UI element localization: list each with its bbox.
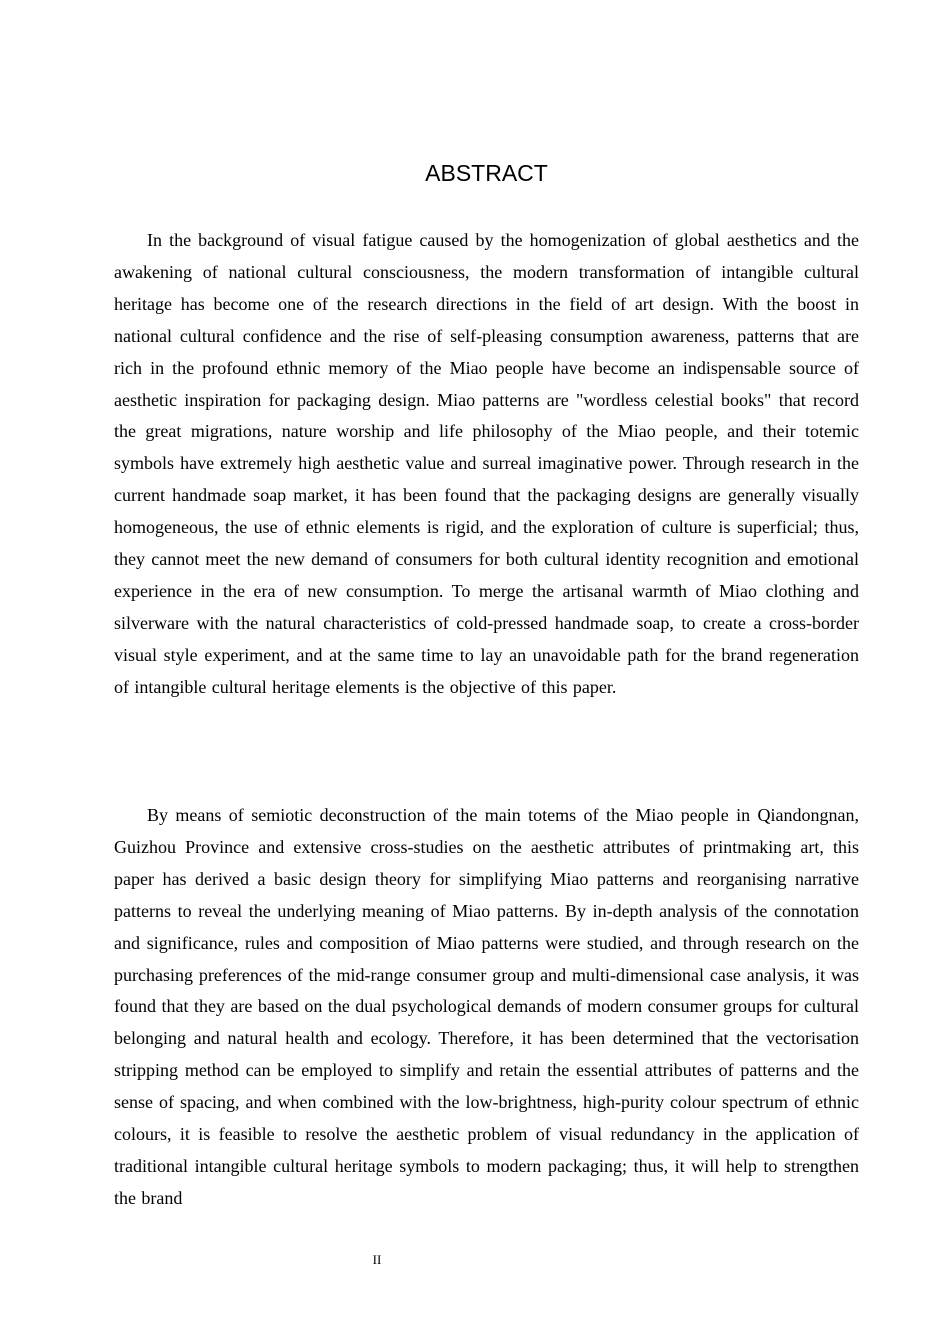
abstract-paragraph-2	[114, 800, 859, 1215]
paragraph-text: By means of semiotic deconstruction of the main totems of the Miao people in Qiandongnan, Guizhou Province and extensive cross-studies on the aesthetic attributes of printmaking art, this paper has derived a basic design theory for simplifying Miao patterns and reorganising narrative patterns to reveal the underlying meaning of Miao patterns. By in-depth analysis of the connotation and significance, rules and composition of Miao patterns were studied, and through research on the purchasing preferences of the mid-range consumer group and multi-dimensional case analysis, it was found that they are based on the dual psychological demands of modern consumer groups for cultural belonging and natural health and ecology. Therefore, it has been determined that the vectorisation stripping method can be employed to simplify and retain the essential attributes of patterns and the sense of spacing, and when combined with the low-brightness, high-purity colour spectrum of ethnic colours, it is feasible to resolve the aesthetic problem of visual redundancy in the application of traditional intangible cultural heritage symbols to modern packaging; thus, it will help to strengthen the brand	[114, 805, 859, 1208]
paragraph-text: In the background of visual fatigue caused by the homogenization of global aesthetics and the awakening of national cultural consciousness, the modern transformation of intangible cultural heritage has become one of the research directions in the field of art design. With the boost in national cultural confidence and the rise of self-pleasing consumption awareness, patterns that are rich in the profound ethnic memory of the Miao people have become an indispensable source of aesthetic inspiration for packaging design. Miao patterns are "wordless celestial books" that record the great migrations, nature worship and life philosophy of the Miao people, and their totemic symbols have extremely high aesthetic value and surreal imaginative power. Through research in the current handmade soap market, it has been found that the packaging designs are generally visually homogeneous, the use of ethnic elements is rigid, and the exploration of culture is superficial; thus, they cannot meet the new demand of consumers for both cultural identity recognition and emotional experience in the era of new consumption. To merge the artisanal warmth of Miao clothing and silverware with the natural characteristics of cold-pressed handmade soap, to create a cross-border visual style experiment, and at the same time to lay an unavoidable path for the brand regeneration of intangible cultural heritage elements is the objective of this paper.	[114, 230, 859, 697]
abstract-title: ABSTRACT	[425, 160, 548, 186]
page-number: II	[372, 1252, 382, 1267]
abstract-paragraph-1	[114, 225, 859, 704]
